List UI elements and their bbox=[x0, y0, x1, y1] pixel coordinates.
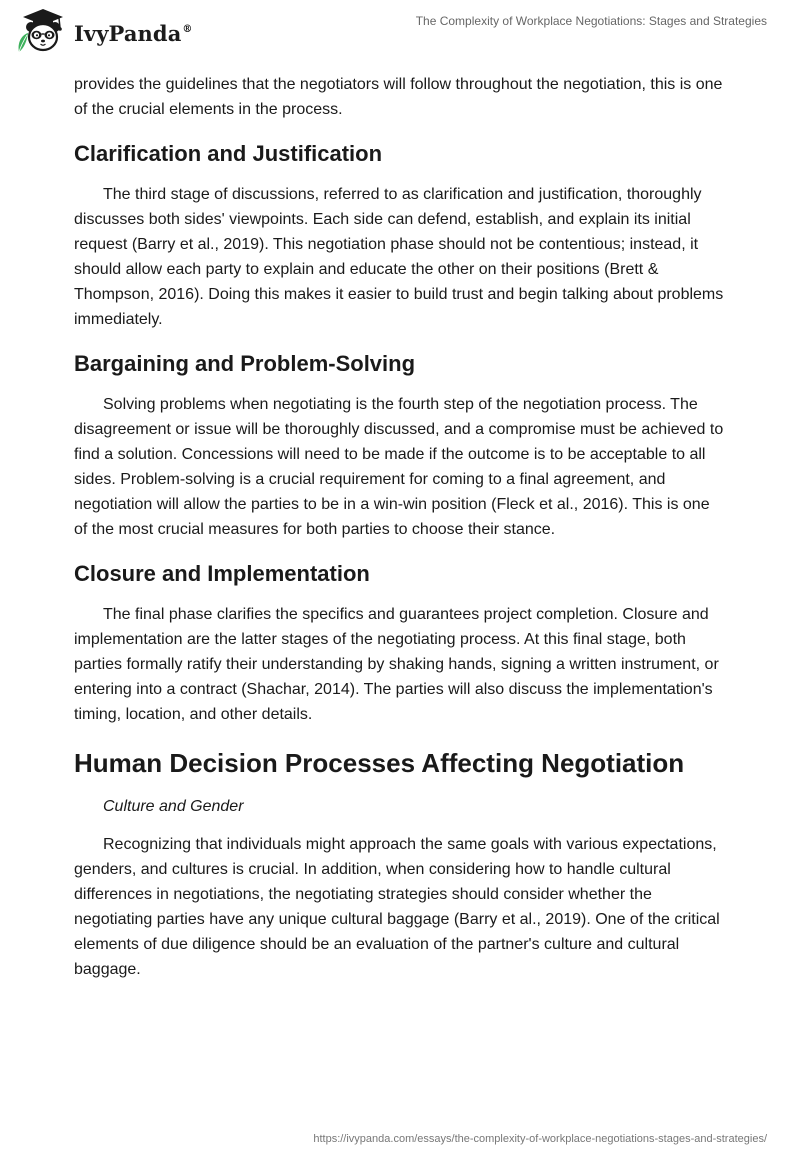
heading-closure-implementation: Closure and Implementation bbox=[74, 561, 370, 586]
paragraph-bargaining-problem-solving: Solving problems when negotiating is the fourth step of the negotiation process. The disagreement or issue will be thoroughly discussed, and a compromise must be achieved to find a solution. Concessions will need to be made if the outcome is to be acceptable to all sides. Problem-solving is a crucial requirement for coming to a final agreement, and negotiation will allow the parties to be in a win-win position (Fleck et al., 2016). This is one of the most crucial measures for both parties to choose their stance. bbox=[74, 396, 724, 538]
heading-clarification-justification: Clarification and Justification bbox=[74, 141, 383, 166]
brand-name: IvyPanda® bbox=[74, 20, 193, 46]
heading-bargaining-problem-solving: Bargaining and Problem-Solving bbox=[74, 351, 416, 376]
footer-url[interactable]: https://ivypanda.com/essays/the-complexity-of-workplace-negotiations-stages-and-strategies/ bbox=[313, 1133, 767, 1145]
panda-graduate-icon bbox=[14, 8, 72, 54]
page-header bbox=[0, 0, 800, 64]
intro-paragraph: provides the guidelines that the negotiators will follow throughout the negotiation, this is one of the crucial elements in the process. bbox=[74, 76, 723, 118]
ivypanda-logo[interactable] bbox=[14, 8, 193, 54]
document-title: The Complexity of Workplace Negotiations: Stages and Strategies bbox=[415, 14, 767, 28]
registered-mark: ® bbox=[182, 23, 193, 35]
paragraph-clarification-justification: The third stage of discussions, referred to as clarification and justification, thoroughly discusses both sides' viewpoints. Each side can defend, establish, and explain its initial request (Barry et al., 2019). This negotiation phase should not be contentious; instead, it should allow each party to explain and educate the other on their positions (Brett & Thompson, 2016). Doing this makes it easier to build trust and begin talking about problems immediately. bbox=[74, 186, 724, 328]
paragraph-closure-implementation: The final phase clarifies the specifics and guarantees project completion. Closure and implementation are the latter stages of the negotiating process. At this final stage, both parties formally ratify their understanding by shaking hands, signing a written instrument, or entering into a contract (Shachar, 2014). The parties will also discuss the implementation's timing, location, and other details. bbox=[74, 606, 719, 723]
essay-content bbox=[74, 72, 726, 982]
heading-human-decision-processes: Human Decision Processes Affecting Negotiation bbox=[74, 748, 685, 778]
paragraph-culture-gender: Recognizing that individuals might approach the same goals with various expectations, genders, and cultures is crucial. In addition, when considering how to handle cultural differences in negotiations, the negotiating strategies should consider whether the negotiating parties have any unique cultural baggage (Barry et al., 2019). One of the critical elements of due diligence should be an evaluation of the partner's culture and cultural baggage. bbox=[74, 836, 720, 978]
subheading-culture-gender: Culture and Gender bbox=[103, 798, 244, 815]
